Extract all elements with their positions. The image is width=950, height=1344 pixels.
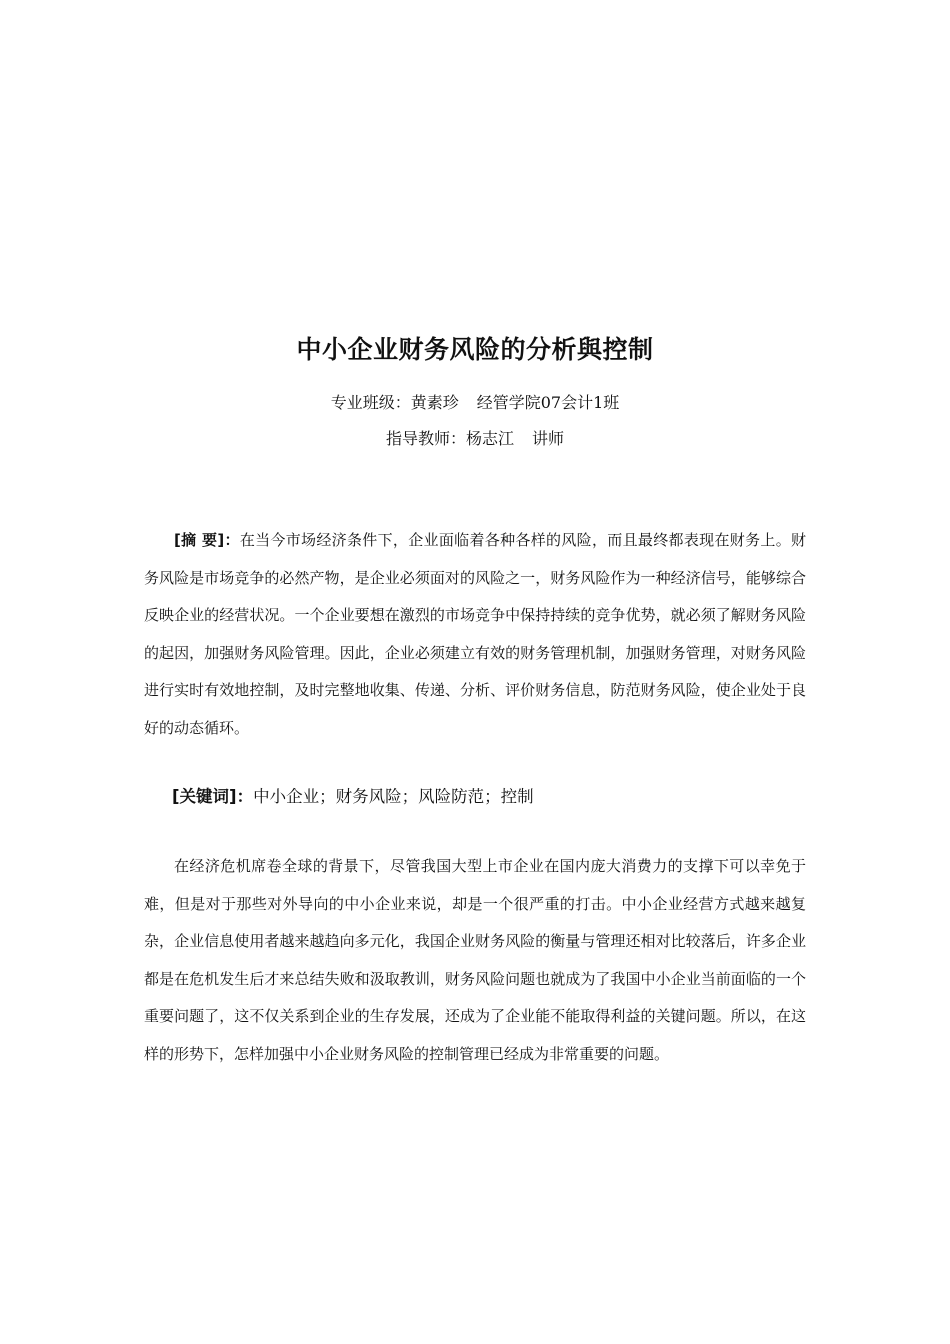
abstract-text: 在当今市场经济条件下，企业面临着各种各样的风险，而且最终都表现在财务上。财务风险是市场竞争的必然产物，是企业必须面对的风险之一，财务风险作为一种经济信号，能够综合反映企业的经营状况。一个企业要想在激烈的市场竞争中保持持续的竞争优势，就必须了解财务风险的起因，加强财务风险管理。因此，企业必须建立有效的财务管理机制，加强财务管理，对财务风险进行实时有效地控制，及时完整地收集、传递、分析、评价财务信息，防范财务风险，使企业处于良好的动态循环。 <box>144 531 806 737</box>
advisor-name: 杨志江 <box>465 429 514 448</box>
document-title: 中小企业财务风险的分析與控制 <box>296 335 654 364</box>
advisor-line <box>0 427 950 451</box>
keywords-label: [关键词]： <box>172 787 254 806</box>
author-name: 黄素珍 <box>410 393 459 412</box>
keywords-text: 中小企业；财务风险；风险防范；控制 <box>253 787 534 806</box>
advisor-title: 讲师 <box>532 429 565 448</box>
keywords-line <box>172 782 812 812</box>
author-line-label: 专业班级： <box>330 393 411 412</box>
author-line <box>0 391 950 415</box>
abstract-paragraph <box>144 522 806 748</box>
body-paragraph: 在经济危机席卷全球的背景下，尽管我国大型上市企业在国内庞大消费力的支撑下可以幸免于难，但是对于那些对外导向的中小企业来说，却是一个很严重的打击。中小企业经营方式越来越复杂，企业信息使用者越来越趋向多元化，我国企业财务风险的衡量与管理还相对比较落后，许多企业都是在危机发生后才来总结失败和汲取教训，财务风险问题也就成为了我国中小企业当前面临的一个重要问题了，这不仅关系到企业的生存发展，还成为了企业能不能取得利益的关键问题。所以，在这样的形势下，怎样加强中小企业财务风险的控制管理已经成为非常重要的问题。 <box>144 857 806 1063</box>
advisor-line-label: 指导教师： <box>385 429 466 448</box>
abstract-label: [摘 要]： <box>174 531 240 549</box>
author-class: 经管学院07会计1班 <box>476 393 620 412</box>
